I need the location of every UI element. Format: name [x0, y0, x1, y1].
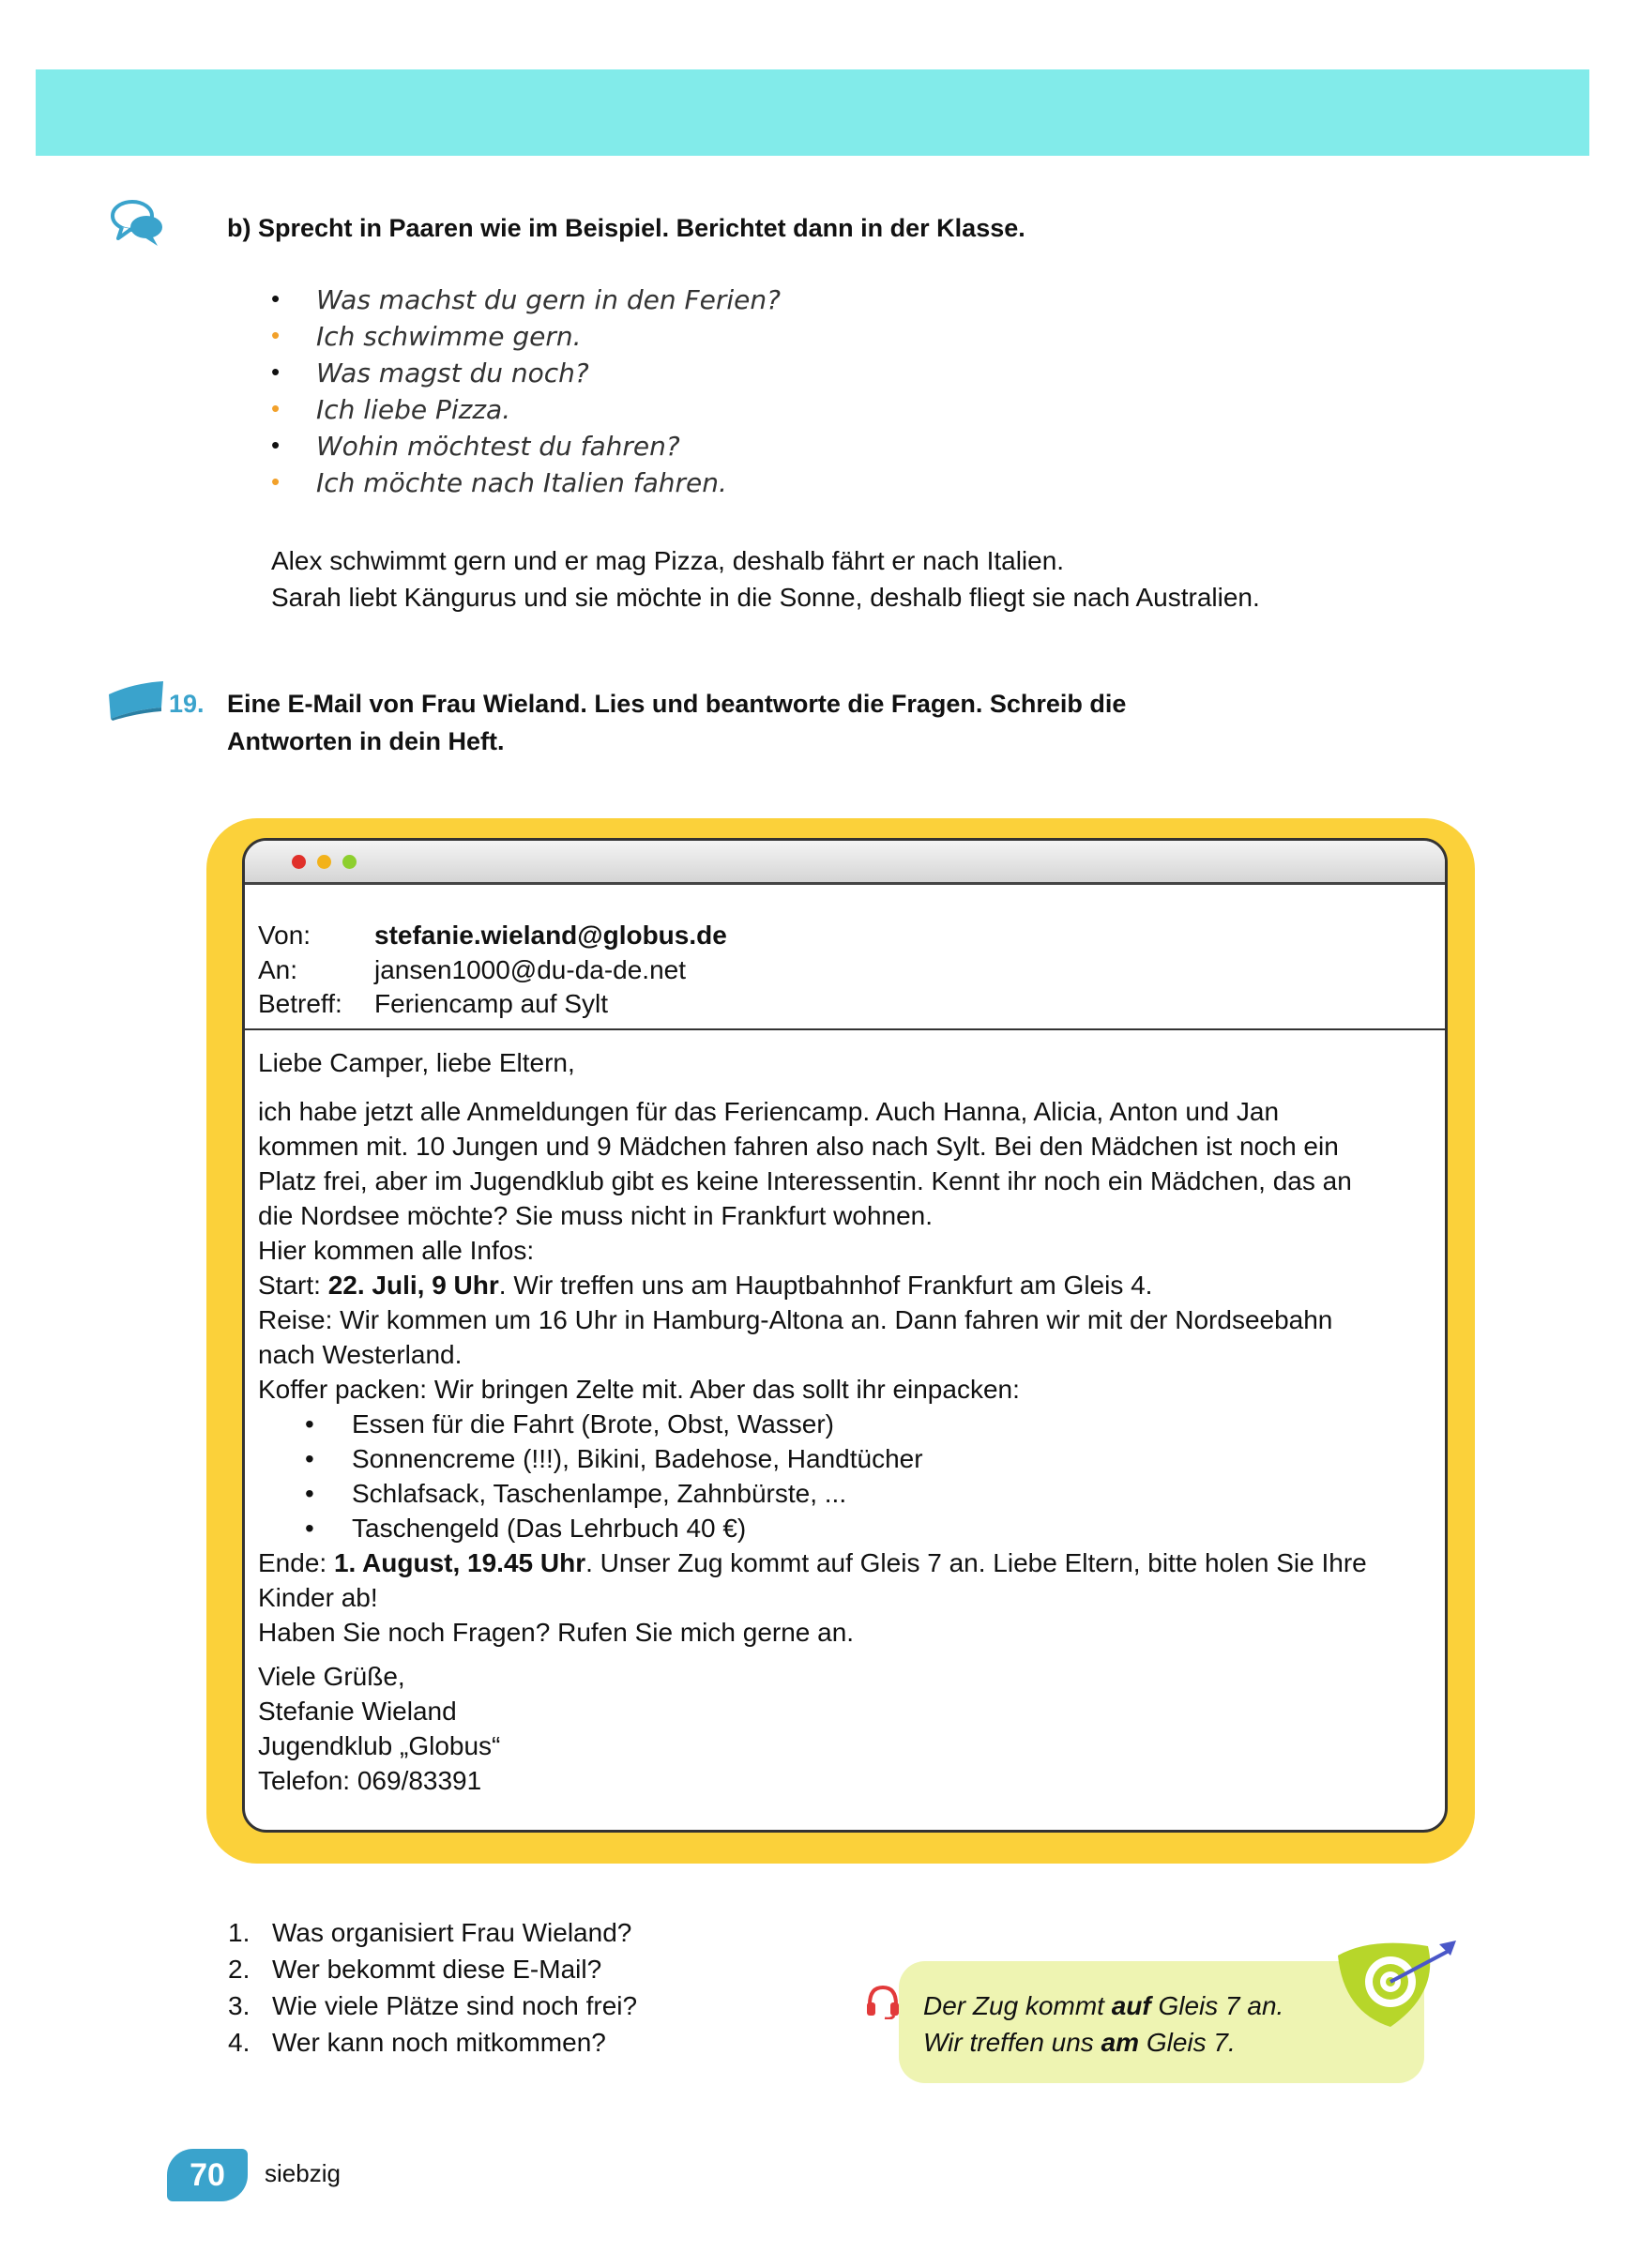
question-item: [228, 1914, 637, 1951]
from-label: Von:: [258, 921, 311, 950]
dialog-line: • Was magst du noch?: [267, 355, 781, 391]
to-label: An:: [258, 955, 298, 984]
page-number-word: siebzig: [265, 2159, 341, 2187]
tip-text: Gleis 7 an.: [1150, 1991, 1284, 2020]
question-number: 1.: [228, 1918, 251, 1947]
tip-highlight: auf: [1111, 1991, 1151, 2020]
dialog-line: • Wohin möchtest du fahren?: [267, 428, 781, 464]
question-text: Wer bekommt diese E-Mail?: [272, 1955, 602, 1984]
email-signature: [258, 1659, 500, 1798]
tip-text: Der Zug kommt: [923, 1991, 1112, 2020]
question-text: Wie viele Plätze sind noch frei?: [272, 1991, 638, 2020]
speech-bubbles-icon: [109, 195, 167, 250]
window-titlebar: [245, 841, 1445, 885]
exercise-19-title: [169, 685, 1127, 760]
question-number: 2.: [228, 1955, 251, 1984]
grammar-tip-text: [923, 1987, 1283, 2061]
packing-intro: Koffer packen: Wir bringen Zelte mit. Aber das sollt ihr einpacken:: [258, 1375, 1020, 1404]
dialog-line: • Ich möchte nach Italien fahren.: [267, 464, 781, 501]
maximize-window-dot[interactable]: [342, 855, 357, 869]
email-to-row: [258, 952, 686, 987]
email-greeting: Liebe Camper, liebe Eltern,: [258, 1048, 575, 1077]
header-divider: [245, 1028, 1445, 1030]
task-b-title: b) Sprecht in Paaren wie im Beispiel. Berichtet dann in der Klasse.: [227, 214, 1025, 242]
exercise-title-line: Eine E-Mail von Frau Wieland. Lies und beantworte die Fragen. Schreib die: [227, 690, 1127, 718]
tip-line: [923, 2024, 1283, 2061]
body-line: die Nordsee möchte? Sie muss nicht in Frankfurt wohnen.: [258, 1201, 934, 1230]
minimize-window-dot[interactable]: [317, 855, 331, 869]
question-item: [228, 2024, 637, 2061]
example-dialog: [267, 282, 781, 501]
questions-line: Haben Sie noch Fragen? Rufen Sie mich gerne an.: [258, 1618, 855, 1647]
end-label: Ende:: [258, 1548, 334, 1577]
email-window: [242, 838, 1448, 1833]
exercise-number: 19.: [169, 690, 205, 718]
tip-highlight: am: [1101, 2028, 1140, 2057]
from-address: stefanie.wieland@globus.de: [374, 921, 727, 950]
body-line: ich habe jetzt alle Anmeldungen für das Feriencamp. Auch Hanna, Alicia, Anton und Jan: [258, 1097, 1280, 1126]
email-end-block: [258, 1545, 1367, 1650]
email-from-row: [258, 918, 727, 952]
headphones-icon: [864, 1982, 902, 2019]
top-banner: [36, 69, 1589, 156]
body-line: Hier kommen alle Infos:: [258, 1236, 535, 1265]
packing-item: • Essen für die Fahrt (Brote, Obst, Wasser): [258, 1407, 923, 1441]
to-address: jansen1000@du-da-de.net: [374, 955, 687, 984]
tip-line: [923, 1987, 1283, 2024]
end-line: [258, 1545, 1367, 1580]
packing-list: [258, 1407, 923, 1545]
email-body: [258, 1094, 1352, 1407]
tip-text: Wir treffen uns: [923, 2028, 1101, 2057]
packing-item: • Schlafsack, Taschenlampe, Zahnbürste, ...: [258, 1476, 923, 1511]
start-rest: . Wir treffen uns am Hauptbahnhof Frankfurt am Gleis 4.: [498, 1271, 1153, 1300]
end-line-2: Kinder ab!: [258, 1583, 378, 1612]
dialog-line: • Was machst du gern in den Ferien?: [267, 282, 781, 318]
signature-line: Jugendklub „Globus“: [258, 1731, 501, 1760]
subject-text: Feriencamp auf Sylt: [374, 989, 608, 1018]
signature-line: Stefanie Wieland: [258, 1697, 457, 1726]
start-label: Start:: [258, 1271, 328, 1300]
question-item: [228, 1987, 637, 2024]
question-list: [228, 1914, 637, 2061]
question-number: 4.: [228, 2028, 251, 2057]
book-icon: [105, 677, 167, 721]
question-text: Was organisiert Frau Wieland?: [272, 1918, 632, 1947]
summary-line: Sarah liebt Kängurus und sie möchte in die Sonne, deshalb fliegt sie nach Australien.: [271, 583, 1260, 612]
packing-item: • Sonnencreme (!!!), Bikini, Badehose, Handtücher: [258, 1441, 923, 1476]
email-subject-row: [258, 986, 608, 1021]
body-line: Platz frei, aber im Jugendklub gibt es keine Interessentin. Kennt ihr noch ein Mädchen, das an: [258, 1166, 1352, 1195]
signature-line: Viele Grüße,: [258, 1662, 405, 1691]
signature-line: Telefon: 069/83391: [258, 1766, 482, 1795]
question-number: 3.: [228, 1991, 251, 2020]
end-date: 1. August, 19.45 Uhr: [333, 1548, 586, 1577]
packing-item: • Taschengeld (Das Lehrbuch 40 €): [258, 1511, 923, 1545]
dialog-line: • Ich schwimme gern.: [267, 318, 781, 355]
start-date: 22. Juli, 9 Uhr: [327, 1271, 499, 1300]
end-rest: . Unser Zug kommt auf Gleis 7 an. Liebe Eltern, bitte holen Sie Ihre: [585, 1548, 1367, 1577]
start-line: [258, 1268, 1352, 1302]
page-number: 70: [167, 2149, 248, 2201]
exercise-title-line: Antworten in dein Heft.: [227, 727, 505, 755]
example-summary: [271, 542, 1260, 616]
travel-line: Reise: Wir kommen um 16 Uhr in Hamburg-Altona an. Dann fahren wir mit der Nordseebahn: [258, 1305, 1333, 1334]
question-text: Wer kann noch mitkommen?: [272, 2028, 606, 2057]
dialog-line: • Ich liebe Pizza.: [267, 391, 781, 428]
target-icon: [1334, 1937, 1464, 2031]
tip-text: Gleis 7.: [1139, 2028, 1236, 2057]
body-line: kommen mit. 10 Jungen und 9 Mädchen fahren also nach Sylt. Bei den Mädchen ist noch ein: [258, 1132, 1339, 1161]
travel-line: nach Westerland.: [258, 1340, 463, 1369]
summary-line: Alex schwimmt gern und er mag Pizza, deshalb fährt er nach Italien.: [271, 546, 1065, 575]
close-window-dot[interactable]: [292, 855, 306, 869]
subject-label: Betreff:: [258, 989, 342, 1018]
question-item: [228, 1951, 637, 1987]
